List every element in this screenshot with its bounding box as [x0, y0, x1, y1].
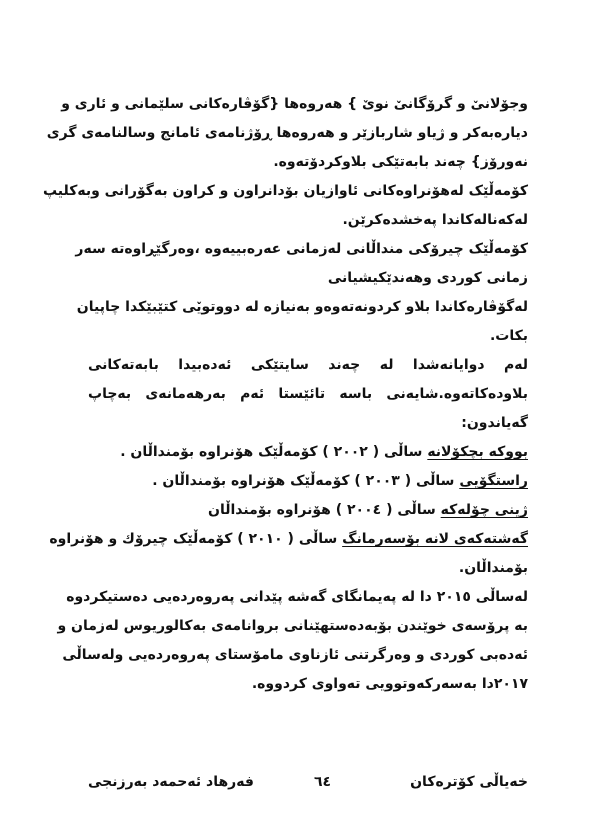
work-entry — [88, 496, 528, 525]
text-line: بلاودەکاتەوە.شایەنی باسە تائێستا ئەم بەرهەمانەی بەچاپ — [88, 386, 528, 402]
work-title: ژینی چۆلەکە — [440, 502, 528, 518]
work-entry — [88, 438, 528, 467]
work-details: ساڵی ( ٢٠٠٢ ) کۆمەڵێک هۆنراوە بۆمنداڵان . — [120, 444, 428, 460]
page-number: ٦٤ — [314, 774, 332, 790]
work-details: ساڵی ( ٢٠٠٤ ) هۆنراوە بۆمنداڵان — [208, 502, 441, 518]
work-title: راستگۆیی — [459, 473, 528, 489]
page-footer — [88, 774, 528, 798]
text-line: زمانی کوردی وهەندێکیشیانی — [327, 270, 528, 286]
text-line: بۆمنداڵان. — [458, 560, 528, 576]
text-line: دیارەبەکر و ژیاو شاربازێر و هەروەها ڕۆژنامەی ئامانج وسالنامەی گری — [46, 125, 528, 141]
text-line: لەم دوایانەشدا لە چەند سایتێکی ئەدەبیدا بابەتەکانی — [88, 357, 528, 373]
work-title: بووکە بچکۆلانە — [427, 444, 528, 460]
work-entry — [49, 525, 528, 554]
footer-book-title: خەیاڵی کۆترەکان — [410, 774, 528, 790]
text-line: وجۆلانیٚ و گرۆگانیٚ نویٚ } هەروەها {گۆڤارەکانی سلێمانی و ئاری و — [61, 96, 528, 112]
work-entry — [88, 467, 528, 496]
work-title: گەشتەکەی لانە بۆسەرمانگ — [342, 531, 528, 547]
text-line: کۆمەڵێک چیرۆکی منداڵانی لەزمانی عەرەبییەوە ،وەرگێڕاوەتە سەر — [75, 241, 528, 257]
text-line: کۆمەڵێک لەهۆنراوەکانی ئاوازیان بۆدانراون و کراون بەگۆرانی وبەکلیپ — [42, 183, 528, 199]
text-line: بکات. — [489, 328, 528, 344]
text-line: لەگۆڤارەکاندا بلاو کردونەتەوەو بەنیازە لە دووتویٚی کتێبێکدا چاپیان — [76, 299, 528, 315]
text-line: لەکەنالەکاندا پەخشدەکرێن. — [342, 212, 528, 228]
work-details: ساڵی ( ٢٠١٠ ) کۆمەڵێک چیرۆك و هۆنراوە — [49, 531, 343, 547]
text-line: ٢٠١٧دا بەسەرکەوتوویی تەواوی کردووە. — [251, 676, 528, 692]
text-line: لەساڵی ٢٠١٥ دا لە پەیمانگای گەشە پێدانی پەروەردەیی دەستیکردوە — [66, 589, 528, 605]
text-line: نەورۆز} چەند بابەتێکی بلاوکردۆتەوە. — [273, 154, 528, 170]
text-line: گەیاندون: — [461, 415, 528, 431]
text-line: بە پرۆسەی خوێندن بۆبەدەستهێنانی بروانامەی بەکالوریوس لەزمان و — [57, 618, 528, 634]
text-line: ئەدەبی کوردی و وەرگرتنی ئازناوی مامۆستای پەروەردەیی ولەساڵی — [62, 647, 528, 663]
body-text — [42, 90, 528, 699]
work-details: ساڵی ( ٢٠٠٣ ) کۆمەڵێک هۆنراوە بۆمنداڵان . — [152, 473, 460, 489]
footer-author: فەرهاد ئەحمەد بەرزنجی — [88, 774, 254, 790]
